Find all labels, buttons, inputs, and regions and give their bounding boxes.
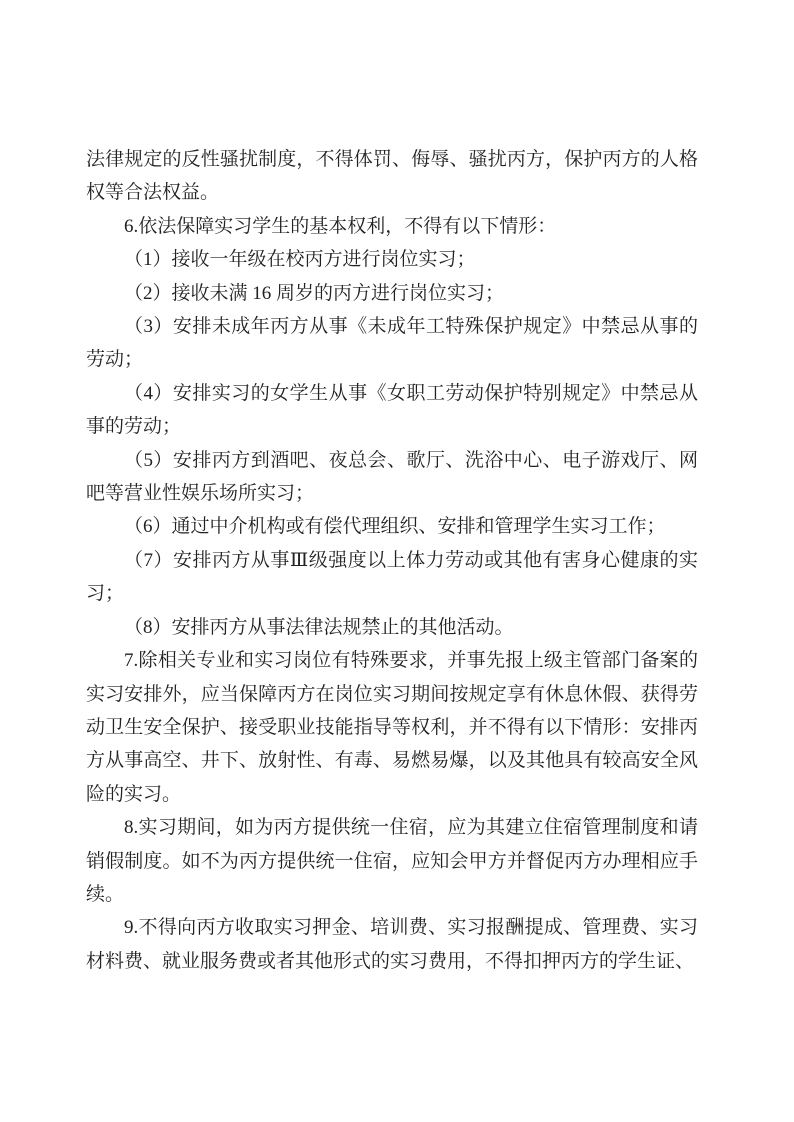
paragraph-clause-9: 9.不得向丙方收取实习押金、培训费、实习报酬提成、管理费、实习材料费、就业服务费或者其他形式的实习费用，不得扣押丙方的学生证、 — [86, 917, 698, 972]
paragraph-clause-6: 6.依法保障实习学生的基本权利，不得有以下情形： — [124, 215, 557, 237]
paragraph-clause-6-item-2: （2）接收未满 16 周岁的丙方进行岗位实习； — [124, 282, 505, 304]
paragraph-clause-7: 7.除相关专业和实习岗位有特殊要求，并事先报上级主管部门备案的实习安排外，应当保障丙方在岗位实习期间按规定享有休息休假、获得劳动卫生安全保护、接受职业技能指导等权利，并不得有以下情形：安排丙方从事高空、井下、放射性、有毒、易燃易爆，以及其他具有较高安全风险的实习。 — [86, 650, 698, 805]
paragraph-clause-6-item-3: （3）安排未成年丙方从事《未成年工特殊保护规定》中禁忌从事的劳动； — [86, 316, 698, 371]
paragraph-clause-6-item-1: （1）接收一年级在校丙方进行岗位实习； — [124, 249, 476, 271]
paragraph-continuation: 法律规定的反性骚扰制度，不得体罚、侮辱、骚扰丙方，保护丙方的人格权等合法权益。 — [86, 149, 698, 204]
paragraph-clause-8: 8.实习期间，如为丙方提供统一住宿，应为其建立住宿管理制度和请销假制度。如不为丙方提供统一住宿，应知会甲方并督促丙方办理相应手续。 — [86, 817, 698, 905]
paragraph-clause-6-item-7: （7）安排丙方从事Ⅲ级强度以上体力劳动或其他有害身心健康的实习； — [86, 549, 698, 605]
paragraph-clause-6-item-8: （8）安排丙方从事法律法规禁止的其他活动。 — [124, 616, 514, 638]
paragraph-clause-6-item-4: （4）安排实习的女学生从事《女职工劳动保护特别规定》中禁忌从事的劳动； — [86, 382, 698, 438]
paragraph-clause-6-item-5: （5）安排丙方到酒吧、夜总会、歌厅、洗浴中心、电子游戏厅、网吧等营业性娱乐场所实习； — [86, 449, 698, 505]
paragraph-clause-6-item-6: （6）通过中介机构或有偿代理组织、安排和管理学生实习工作； — [124, 516, 666, 538]
document-text-block — [86, 143, 698, 978]
